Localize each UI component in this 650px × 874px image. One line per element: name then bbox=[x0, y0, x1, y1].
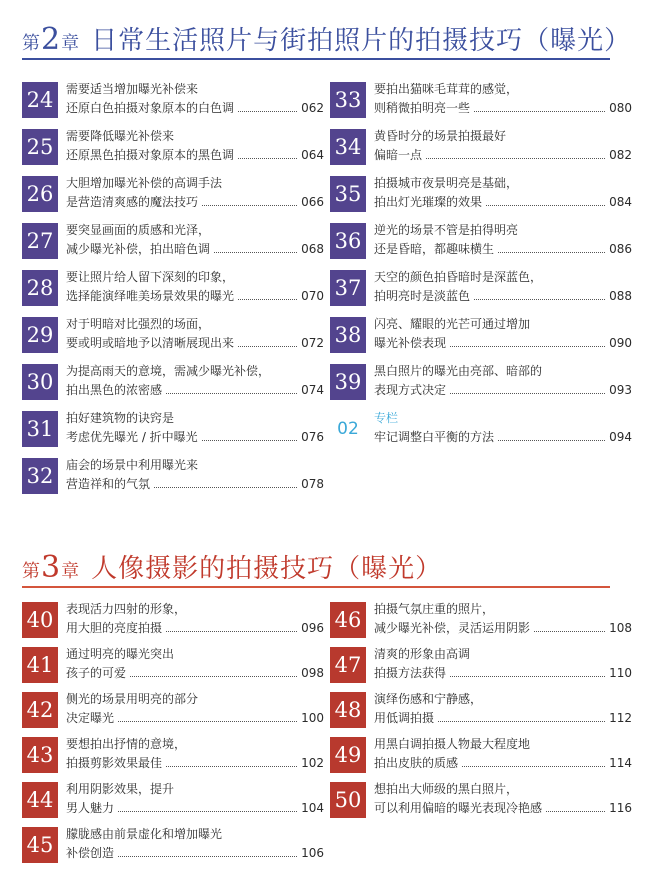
entry-text bbox=[374, 362, 632, 400]
entry-title-line: 要突显画面的质感和光泽， bbox=[66, 223, 211, 237]
page-number[interactable]: 072 bbox=[301, 336, 324, 350]
entry-subtitle-text: 选择能演绎唯美场景效果的曝光 bbox=[66, 289, 235, 303]
toc-entry[interactable] bbox=[22, 174, 322, 221]
dot-leader bbox=[238, 158, 297, 159]
section-number-badge: 26 bbox=[22, 176, 58, 212]
entry-title-line: 演绎伤感和宁静感， bbox=[374, 692, 483, 706]
toc-entry[interactable] bbox=[330, 780, 630, 825]
section-number-badge: 28 bbox=[22, 270, 58, 306]
entry-text bbox=[374, 735, 632, 773]
page-number[interactable]: 078 bbox=[301, 477, 324, 491]
section-number-badge: 29 bbox=[22, 317, 58, 353]
entry-subtitle-line bbox=[374, 428, 632, 447]
entry-text bbox=[66, 80, 324, 118]
entry-title-line: 要拍出猫咪毛茸茸的感觉， bbox=[374, 82, 519, 96]
entry-subtitle-line bbox=[374, 240, 632, 259]
toc-entry[interactable] bbox=[22, 780, 322, 825]
entry-subtitle-text: 减少曝光补偿，灵活运用阴影 bbox=[374, 621, 531, 635]
entry-text bbox=[374, 221, 632, 259]
entry-subtitle-text: 要或明或暗地予以清晰展现出来 bbox=[66, 336, 235, 350]
entry-subtitle-line bbox=[66, 381, 324, 400]
entry-subtitle-line bbox=[66, 334, 324, 353]
entry-text bbox=[66, 456, 324, 494]
dot-leader bbox=[450, 346, 605, 347]
toc-entry[interactable] bbox=[22, 221, 322, 268]
toc-entry[interactable] bbox=[330, 362, 630, 409]
chapter-suffix: 章 bbox=[61, 33, 80, 54]
toc-entry[interactable] bbox=[330, 174, 630, 221]
entry-subtitle-text: 拍摄剪影效果最佳 bbox=[66, 756, 163, 770]
toc-entry[interactable] bbox=[22, 645, 322, 690]
entry-subtitle-text: 还原白色拍摄对象原本的白色调 bbox=[66, 101, 235, 115]
section-number-badge: 37 bbox=[330, 270, 366, 306]
entry-title-line: 天空的颜色拍昏暗时是深蓝色， bbox=[374, 270, 543, 284]
section-number-badge: 35 bbox=[330, 176, 366, 212]
toc-column-left bbox=[22, 600, 322, 870]
section-number-badge: 24 bbox=[22, 82, 58, 118]
page-number[interactable]: 068 bbox=[301, 242, 324, 256]
entry-subtitle-text: 拍出黑色的浓密感 bbox=[66, 383, 163, 397]
toc-entry[interactable] bbox=[330, 268, 630, 315]
entry-subtitle-text: 则稍微拍明亮一些 bbox=[374, 101, 471, 115]
page-number[interactable]: 094 bbox=[609, 430, 632, 444]
section-number-badge: 32 bbox=[22, 458, 58, 494]
page-number[interactable]: 104 bbox=[301, 801, 324, 815]
dot-leader bbox=[166, 393, 297, 394]
entry-title-line: 要让照片给人留下深刻的印象， bbox=[66, 270, 235, 284]
entry-subtitle-text: 孩子的可爱 bbox=[66, 666, 127, 680]
page-number[interactable]: 066 bbox=[301, 195, 324, 209]
dot-leader bbox=[214, 252, 297, 253]
entry-text bbox=[66, 645, 324, 683]
section-number-badge: 38 bbox=[330, 317, 366, 353]
toc-entry[interactable] bbox=[330, 315, 630, 362]
dot-leader bbox=[462, 766, 605, 767]
page-number[interactable]: 070 bbox=[301, 289, 324, 303]
entry-title-line: 黄昏时分的场景拍摄最好 bbox=[374, 129, 507, 143]
section-number-badge: 47 bbox=[330, 647, 366, 683]
page-number[interactable]: 114 bbox=[609, 756, 632, 770]
entry-subtitle-text: 拍出皮肤的质感 bbox=[374, 756, 459, 770]
toc-entry[interactable] bbox=[330, 600, 630, 645]
toc-entry[interactable] bbox=[22, 456, 322, 503]
page-number[interactable]: 116 bbox=[609, 801, 632, 815]
chapter-prefix: 第 bbox=[22, 33, 40, 54]
toc-entry[interactable] bbox=[330, 409, 630, 456]
entry-subtitle-text: 曝光补偿表现 bbox=[374, 336, 447, 350]
section-number-badge: 49 bbox=[330, 737, 366, 773]
entry-subtitle-line bbox=[66, 428, 324, 447]
entry-subtitle-line bbox=[374, 799, 632, 818]
entry-title-line: 黑白照片的曝光由亮部、暗部的 bbox=[374, 364, 543, 378]
entry-subtitle-text: 决定曝光 bbox=[66, 711, 115, 725]
entry-title-line: 要想拍出抒情的意境， bbox=[66, 737, 187, 751]
section-number-badge: 42 bbox=[22, 692, 58, 728]
dot-leader bbox=[166, 766, 297, 767]
entry-text bbox=[66, 780, 324, 818]
entry-subtitle-line bbox=[374, 381, 632, 400]
toc-entry[interactable] bbox=[22, 80, 322, 127]
dot-leader bbox=[154, 487, 297, 488]
entry-subtitle-line bbox=[374, 193, 632, 212]
entry-text bbox=[66, 315, 324, 353]
dot-leader bbox=[534, 631, 605, 632]
section-number-badge: 43 bbox=[22, 737, 58, 773]
entry-subtitle-text: 牢记调整白平衡的方法 bbox=[374, 430, 495, 444]
entry-title-line: 对于明暗对比强烈的场面， bbox=[66, 317, 211, 331]
entry-text bbox=[66, 362, 324, 400]
entry-text bbox=[374, 600, 632, 638]
chapter-2-heading bbox=[22, 20, 631, 57]
dot-leader bbox=[166, 631, 297, 632]
entry-subtitle-line bbox=[66, 709, 324, 728]
toc-entry[interactable] bbox=[22, 268, 322, 315]
section-number-badge: 33 bbox=[330, 82, 366, 118]
dot-leader bbox=[130, 676, 297, 677]
dot-leader bbox=[238, 111, 297, 112]
chapter-divider bbox=[22, 586, 610, 588]
dot-leader bbox=[546, 811, 605, 812]
page-number[interactable]: 102 bbox=[301, 756, 324, 770]
entry-subtitle-line bbox=[66, 619, 324, 638]
section-number-badge: 44 bbox=[22, 782, 58, 818]
entry-subtitle-text: 拍明亮时是淡蓝色 bbox=[374, 289, 471, 303]
section-number-badge: 46 bbox=[330, 602, 366, 638]
section-number-badge: 27 bbox=[22, 223, 58, 259]
entry-subtitle-line bbox=[374, 287, 632, 306]
chapter-suffix: 章 bbox=[61, 561, 80, 582]
page-number[interactable]: 110 bbox=[609, 666, 632, 680]
entry-title-line: 通过明亮的曝光突出 bbox=[66, 647, 175, 661]
entry-subtitle-line bbox=[374, 146, 632, 165]
entry-subtitle-line bbox=[374, 664, 632, 683]
entry-subtitle-line bbox=[374, 334, 632, 353]
page-number[interactable]: 084 bbox=[609, 195, 632, 209]
entry-subtitle-line bbox=[66, 475, 324, 494]
entry-subtitle-text: 表现方式决定 bbox=[374, 383, 447, 397]
entry-subtitle-line bbox=[66, 754, 324, 773]
entry-title-line: 逆光的场景不管是拍得明亮 bbox=[374, 223, 519, 237]
dot-leader bbox=[238, 346, 297, 347]
chapter-number: 3 bbox=[41, 550, 61, 585]
entry-subtitle-line bbox=[66, 240, 324, 259]
section-number-badge: 36 bbox=[330, 223, 366, 259]
toc-entry[interactable] bbox=[22, 362, 322, 409]
entry-text bbox=[66, 600, 324, 638]
entry-title-line: 朦胧感由前景虚化和增加曝光 bbox=[66, 827, 223, 841]
entry-subtitle-text: 用低调拍摄 bbox=[374, 711, 435, 725]
entry-text bbox=[66, 221, 324, 259]
entry-title-line: 利用阴影效果，提升 bbox=[66, 782, 175, 796]
page-number[interactable]: 086 bbox=[609, 242, 632, 256]
dot-leader bbox=[450, 676, 605, 677]
entry-text bbox=[374, 409, 632, 447]
toc-entry[interactable] bbox=[22, 825, 322, 870]
entry-text bbox=[374, 690, 632, 728]
section-number-badge: 41 bbox=[22, 647, 58, 683]
entry-subtitle-text: 营造祥和的气氛 bbox=[66, 477, 151, 491]
page-number[interactable]: 064 bbox=[301, 148, 324, 162]
toc-entry[interactable] bbox=[330, 80, 630, 127]
entry-subtitle-text: 还是昏暗，都趣味横生 bbox=[374, 242, 495, 256]
dot-leader bbox=[238, 299, 297, 300]
section-number-badge: 40 bbox=[22, 602, 58, 638]
page-number[interactable]: 096 bbox=[301, 621, 324, 635]
entry-text bbox=[66, 409, 324, 447]
toc-entry[interactable] bbox=[330, 735, 630, 780]
entry-title-line: 拍好建筑物的诀窍是 bbox=[66, 411, 175, 425]
entry-title-line: 需要降低曝光补偿来 bbox=[66, 129, 175, 143]
entry-text bbox=[374, 127, 632, 165]
entry-text bbox=[374, 780, 632, 818]
entry-title-line: 拍摄气氛庄重的照片， bbox=[374, 602, 495, 616]
entry-title-line: 清爽的形象由高调 bbox=[374, 647, 471, 661]
page-number[interactable]: 100 bbox=[301, 711, 324, 725]
chapter-3-section bbox=[0, 540, 650, 874]
entry-text bbox=[374, 174, 632, 212]
section-number-badge: 34 bbox=[330, 129, 366, 165]
toc-entry[interactable] bbox=[22, 409, 322, 456]
page-number[interactable]: 074 bbox=[301, 383, 324, 397]
entry-subtitle-line bbox=[66, 287, 324, 306]
entry-title-line: 大胆增加曝光补偿的高调手法 bbox=[66, 176, 223, 190]
entry-subtitle-text: 考虑优先曝光 / 折中曝光 bbox=[66, 430, 198, 444]
chapter-3-heading bbox=[22, 548, 442, 585]
entry-subtitle-line bbox=[374, 709, 632, 728]
page-number[interactable]: 088 bbox=[609, 289, 632, 303]
entry-text bbox=[374, 645, 632, 683]
toc-entry[interactable] bbox=[330, 127, 630, 174]
entry-text bbox=[374, 315, 632, 353]
section-number-badge: 50 bbox=[330, 782, 366, 818]
dot-leader bbox=[202, 440, 297, 441]
page-number[interactable]: 080 bbox=[609, 101, 632, 115]
page-number[interactable]: 062 bbox=[301, 101, 324, 115]
toc-column-left bbox=[22, 80, 322, 503]
page-number[interactable]: 098 bbox=[301, 666, 324, 680]
section-number-badge: 31 bbox=[22, 411, 58, 447]
toc-column-right bbox=[330, 80, 630, 456]
entry-subtitle-text: 拍摄方法获得 bbox=[374, 666, 447, 680]
entry-subtitle-text: 偏暗一点 bbox=[374, 148, 423, 162]
toc-entry[interactable] bbox=[330, 690, 630, 735]
dot-leader bbox=[486, 205, 605, 206]
entry-title-line: 表现活力四射的形象， bbox=[66, 602, 187, 616]
entry-text bbox=[66, 825, 324, 863]
entry-subtitle-text: 还原黑色拍摄对象原本的黑色调 bbox=[66, 148, 235, 162]
entry-subtitle-text: 用大胆的亮度拍摄 bbox=[66, 621, 163, 635]
section-number-badge: 39 bbox=[330, 364, 366, 400]
page-number[interactable]: 082 bbox=[609, 148, 632, 162]
toc-entry[interactable] bbox=[22, 735, 322, 780]
dot-leader bbox=[426, 158, 605, 159]
chapter-title: 日常生活照片与街拍照片的拍摄技巧（曝光） bbox=[91, 26, 632, 56]
toc-entry[interactable] bbox=[330, 645, 630, 690]
entry-subtitle-line bbox=[66, 193, 324, 212]
entry-subtitle-line bbox=[374, 754, 632, 773]
entry-subtitle-line bbox=[66, 146, 324, 165]
entry-title-line: 用黑白调拍摄人物最大程度地 bbox=[374, 737, 531, 751]
section-number-badge: 30 bbox=[22, 364, 58, 400]
entry-subtitle-line bbox=[66, 664, 324, 683]
entry-subtitle-line bbox=[374, 99, 632, 118]
entry-title-line: 庙会的场景中利用曝光来 bbox=[66, 458, 199, 472]
column-label: 专栏 bbox=[374, 411, 399, 425]
dot-leader bbox=[202, 205, 297, 206]
dot-leader bbox=[118, 721, 297, 722]
dot-leader bbox=[474, 299, 605, 300]
chapter-divider bbox=[22, 58, 610, 60]
entry-title-line: 为提高雨天的意境，需减少曝光补偿， bbox=[66, 364, 271, 378]
dot-leader bbox=[450, 393, 605, 394]
dot-leader bbox=[474, 111, 605, 112]
chapter-prefix: 第 bbox=[22, 561, 40, 582]
entry-title-line: 侧光的场景用明亮的部分 bbox=[66, 692, 199, 706]
entry-subtitle-text: 可以利用偏暗的曝光表现冷艳感 bbox=[374, 801, 543, 815]
dot-leader bbox=[118, 811, 297, 812]
chapter-title: 人像摄影的拍摄技巧（曝光） bbox=[91, 554, 443, 584]
entry-title-line: 拍摄城市夜景明亮是基础， bbox=[374, 176, 519, 190]
dot-leader bbox=[438, 721, 605, 722]
page-number[interactable]: 090 bbox=[609, 336, 632, 350]
entry-title-line: 需要适当增加曝光补偿来 bbox=[66, 82, 199, 96]
entry-text bbox=[374, 268, 632, 306]
entry-text bbox=[66, 174, 324, 212]
dot-leader bbox=[118, 856, 297, 857]
toc-entry[interactable] bbox=[22, 315, 322, 362]
toc-entry[interactable] bbox=[22, 690, 322, 735]
entry-subtitle-text: 补偿创造 bbox=[66, 846, 115, 860]
entry-subtitle-text: 是营造清爽感的魔法技巧 bbox=[66, 195, 199, 209]
entry-subtitle-text: 拍出灯光璀璨的效果 bbox=[374, 195, 483, 209]
entry-text bbox=[66, 735, 324, 773]
toc-entry[interactable] bbox=[22, 600, 322, 645]
page-number[interactable]: 108 bbox=[609, 621, 632, 635]
entry-text bbox=[66, 268, 324, 306]
entry-subtitle-text: 男人魅力 bbox=[66, 801, 115, 815]
entry-text bbox=[66, 127, 324, 165]
section-number-badge: 25 bbox=[22, 129, 58, 165]
chapter-number: 2 bbox=[41, 22, 61, 57]
entry-title-line: 闪亮、耀眼的光芒可通过增加 bbox=[374, 317, 531, 331]
entry-text bbox=[374, 80, 632, 118]
toc-entry[interactable] bbox=[22, 127, 322, 174]
page-number[interactable]: 076 bbox=[301, 430, 324, 444]
entry-subtitle-line bbox=[374, 619, 632, 638]
page-number[interactable]: 106 bbox=[301, 846, 324, 860]
entry-subtitle-line bbox=[66, 99, 324, 118]
entry-subtitle-line bbox=[66, 799, 324, 818]
section-number-badge: 45 bbox=[22, 827, 58, 863]
toc-entry[interactable] bbox=[330, 221, 630, 268]
entry-subtitle-line bbox=[66, 844, 324, 863]
entry-title-line: 想拍出大师级的黑白照片， bbox=[374, 782, 519, 796]
entry-text bbox=[66, 690, 324, 728]
section-number-badge: 48 bbox=[330, 692, 366, 728]
section-number-badge: 02 bbox=[330, 411, 366, 447]
toc-column-right bbox=[330, 600, 630, 825]
dot-leader bbox=[498, 252, 605, 253]
page-number[interactable]: 093 bbox=[609, 383, 632, 397]
dot-leader bbox=[498, 440, 605, 441]
entry-subtitle-text: 减少曝光补偿，拍出暗色调 bbox=[66, 242, 211, 256]
page-number[interactable]: 112 bbox=[609, 711, 632, 725]
